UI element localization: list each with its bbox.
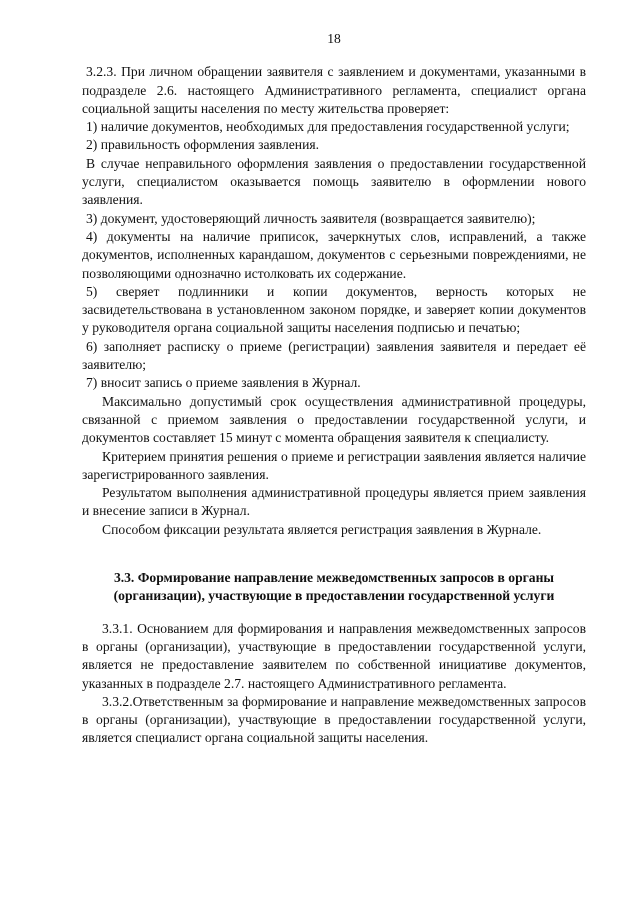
paragraph-result: Результатом выполнения административной процедуры является прием заявления и внесение записи в Журнал. (82, 485, 586, 519)
paragraph-check-4: 4) документы на наличие приписок, зачеркнутых слов, исправлений, а также документов, исполненных карандашом, документов с серьезными повреждениями, не позволяющими однозначно истолковать их содержание. (82, 228, 586, 281)
paragraph-max-time: Максимально допустимый срок осуществления административной процедуры, связанной с приемом заявления о предоставлении государственной услуги, и документов составляет 15 минут с момента обращения заявителя к специалисту. (82, 393, 586, 446)
paragraph-check-2: 2) правильность оформления заявления. (86, 137, 320, 153)
paragraph-check-5: 5) сверяет подлинники и копии документов, верность которых не засвидетельствована в установленном законом порядке, и заверяет копии документов у руководителя органа социальной защиты населения подписью и печатью; (82, 283, 586, 336)
paragraph-check-1: 1) наличие документов, необходимых для предоставления государственной услуги; (86, 119, 570, 135)
section-3-3-heading: 3.3. Формирование направление межведомственных запросов в органы (организации), участвующие в предоставлении государственной услуги (113, 570, 555, 604)
paragraph-fixation: Способом фиксации результата является регистрация заявления в Журнале. (102, 521, 542, 537)
paragraph-3-3-1: 3.3.1. Основанием для формирования и направления межведомственных запросов в органы (организации), участвующие в предоставлении государственной услуги, является не предоставление заявителем по собственной инициативе документов, указанных в подразделе 2.7. настоящего Административного регламента. (82, 620, 586, 691)
paragraph-criterion: Критерием принятия решения о приеме и регистрации заявления является наличие зарегистрированного заявления. (82, 448, 586, 482)
paragraph-check-3: 3) документ, удостоверяющий личность заявителя (возвращается заявителю); (86, 210, 536, 226)
paragraph-3-3-2: 3.3.2.Ответственным за формирование и направление межведомственных запросов в органы (организации), участвующие в предоставлении государственной услуги, является специалист органа социальной защиты населения. (82, 693, 586, 746)
paragraph-check-7: 7) вносит запись о приеме заявления в Журнал. (86, 375, 361, 391)
paragraph-3-2-3-intro: 3.2.3. При личном обращении заявителя с заявлением и документами, указанными в подразделе 2.6. настоящего Административного регламента, специалист органа социальной защиты населения по месту жительства проверяет: (82, 64, 586, 116)
section-3-3-body (82, 620, 586, 748)
paragraph-incorrect-form: В случае неправильного оформления заявления о предоставлении государственной услуги, специалистом оказывается помощь заявителю в оформлении нового заявления. (82, 155, 586, 208)
section-3-2-3-body (82, 63, 586, 539)
paragraph-check-6: 6) заполняет расписку о приеме (регистрации) заявления заявителя и передает её заявителю; (82, 338, 586, 373)
page-number: 18 (327, 31, 341, 46)
